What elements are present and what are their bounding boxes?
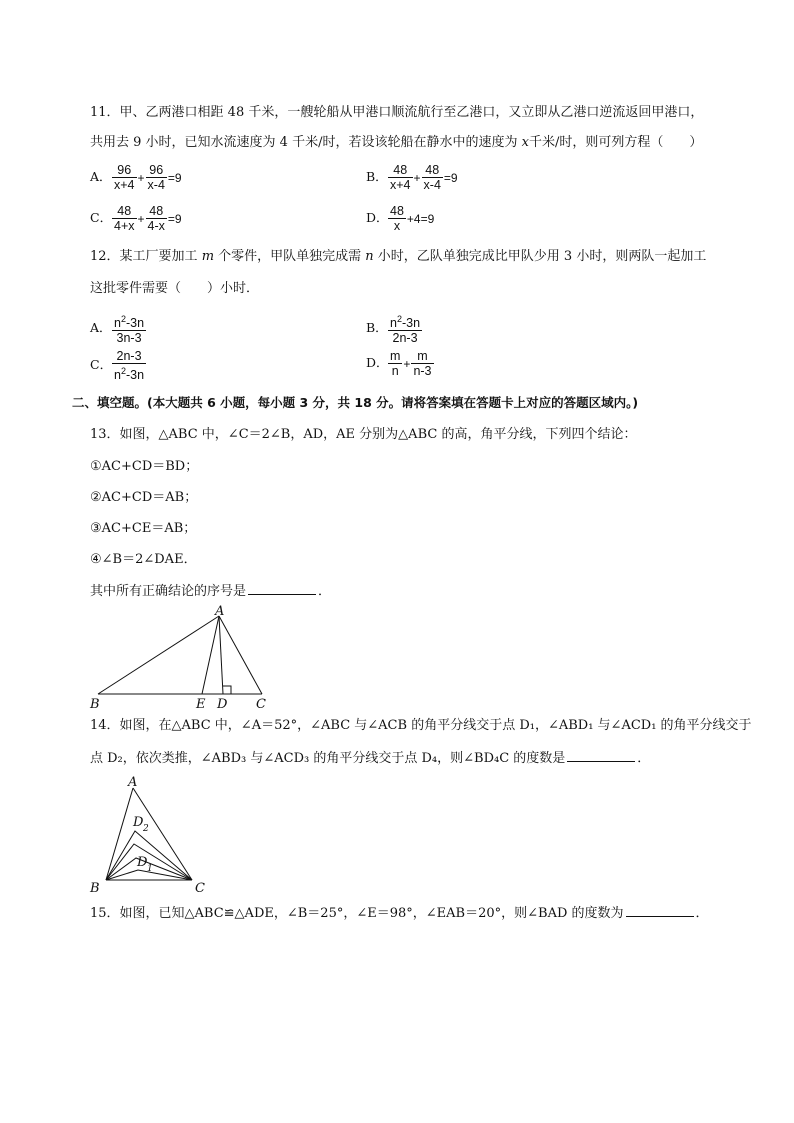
q11-line2-b: 千米/时，则可列方程（ ） bbox=[528, 135, 703, 150]
q14-label-d2: D bbox=[133, 815, 144, 830]
q14-label-d2-sub: 2 bbox=[143, 824, 149, 834]
option-label: A． bbox=[90, 320, 112, 336]
q12-option-c[interactable] bbox=[90, 349, 146, 382]
fraction: $\frac{48}{x+4}$ bbox=[390, 163, 411, 192]
q12-option-d[interactable]: D． $\frac{m}{n}$ + $\frac{m}{n-3}$ bbox=[366, 349, 432, 378]
q13-label-a: A bbox=[215, 604, 225, 619]
fraction: $\frac{m}{n-3}$ bbox=[413, 349, 432, 378]
option-label: C． bbox=[90, 210, 113, 225]
fraction: $\frac{2n-3}{n^2-3n}$ bbox=[114, 349, 145, 383]
q13-line1: 13．如图，△ABC 中，∠C＝2∠B，AD，AE 分别为△ABC 的高，角平分线，下列四个结论： bbox=[90, 427, 637, 442]
q11-option-d[interactable]: D． $\frac{48}{x}$ +4=9 bbox=[366, 204, 435, 233]
q13-answer-blank[interactable] bbox=[248, 582, 316, 595]
q14-line1: 14．如图，在△ABC 中，∠A＝52°，∠ABC 与∠ACB 的角平分线交于点 D₁，∠ABD₁ 与∠ACD₁ 的角平分线交于 bbox=[90, 718, 752, 733]
option-label: D． bbox=[366, 355, 389, 370]
option-label: D． bbox=[366, 210, 389, 225]
q13-conclusion-2: ②AC+CD＝AB； bbox=[90, 490, 198, 505]
q15-line1: 15．如图，已知△ABC≌△ADE，∠B＝25°，∠E＝98°，∠EAB＝20°，则∠BAD 的度数为 ． bbox=[90, 906, 709, 921]
fraction: $\frac{96}{x+4}$ bbox=[114, 163, 135, 192]
q11-var-x: x bbox=[521, 135, 529, 150]
q14-answer-blank[interactable] bbox=[567, 749, 635, 762]
fraction: $\frac{48}{x}$ bbox=[390, 204, 404, 233]
q12-var-m: m bbox=[201, 249, 215, 264]
option-label: B． bbox=[366, 320, 388, 336]
q11-option-c[interactable]: C． $\frac{48}{4+x}$ + $\frac{48}{4-x}$ =9 bbox=[90, 204, 182, 233]
q13-conclusion-4: ④∠B＝2∠DAE． bbox=[90, 552, 197, 567]
q13-label-b: B bbox=[90, 697, 100, 710]
q12-line1: 12．某工厂要加工 m 个零件，甲队单独完成需 n 小时，乙队单独完成比甲队少用 3 小时，则两队一起加工 bbox=[90, 249, 707, 264]
q11-line2-a: 共用去 9 小时，已知水流速度为 4 千米/时，若设该轮船在静水中的速度为 bbox=[90, 135, 522, 150]
q13-label-d: D bbox=[217, 697, 228, 710]
option-label: A． bbox=[90, 169, 112, 184]
fraction: $\frac{96}{x-4}$ bbox=[147, 163, 165, 192]
q11-line1: 11．甲、乙两港口相距 48 千米，一艘轮船从甲港口顺流航行至乙港口，又立即从乙港口逆流返回甲港口， bbox=[90, 105, 704, 120]
q13-ask: 其中所有正确结论的序号是 ． bbox=[90, 584, 332, 599]
q12-line2: 这批零件需要（ ）小时． bbox=[90, 281, 260, 296]
q11-option-b[interactable]: B． $\frac{48}{x+4}$ + $\frac{48}{x-4}$ =9 bbox=[366, 163, 458, 192]
q13-label-c: C bbox=[256, 697, 266, 710]
section-2-heading: 二、填空题。(本大题共 6 小题，每小题 3 分，共 18 分。请将答案填在答题卡上对应的答题区域内。) bbox=[72, 395, 639, 410]
q14-label-a: A bbox=[128, 775, 138, 790]
fraction: $\frac{48}{4-x}$ bbox=[147, 204, 165, 233]
q14-label-d1: D bbox=[137, 855, 148, 870]
fraction: $\frac{48}{4+x}$ bbox=[114, 204, 135, 233]
q14-line2: 点 D₂，依次类推，∠ABD₃ 与∠ACD₃ 的角平分线交于点 D₄，则∠BD₄C 的度数是 ． bbox=[90, 751, 651, 766]
q14-triangle-figure bbox=[86, 774, 226, 894]
fraction: $\frac{48}{x-4}$ bbox=[423, 163, 441, 192]
q15-answer-blank[interactable] bbox=[626, 904, 694, 917]
q13-triangle-figure bbox=[86, 604, 386, 710]
fraction: $\frac{n^2-3n}{3n-3}$ bbox=[114, 314, 145, 346]
q11-line2 bbox=[90, 134, 702, 152]
q14-label-b: B bbox=[90, 881, 100, 894]
q12-option-a[interactable] bbox=[90, 312, 146, 345]
q12-var-n: n bbox=[365, 249, 374, 264]
q12-option-b[interactable] bbox=[366, 312, 422, 345]
q13-conclusion-3: ③AC+CE＝AB； bbox=[90, 521, 197, 536]
q11-option-a[interactable]: A． $\frac{96}{x+4}$ + $\frac{96}{x-4}$ =9 bbox=[90, 163, 182, 192]
q14-label-c: C bbox=[195, 881, 205, 894]
q13-label-e: E bbox=[196, 697, 206, 710]
q14-label-d1-sub: 1 bbox=[147, 864, 153, 874]
fraction: $\frac{m}{n}$ bbox=[390, 349, 401, 378]
option-label: B． bbox=[366, 169, 388, 184]
q13-conclusion-1: ①AC+CD＝BD； bbox=[90, 459, 199, 474]
fraction: $\frac{n^2-3n}{2n-3}$ bbox=[390, 314, 421, 346]
option-label: C． bbox=[90, 357, 113, 373]
